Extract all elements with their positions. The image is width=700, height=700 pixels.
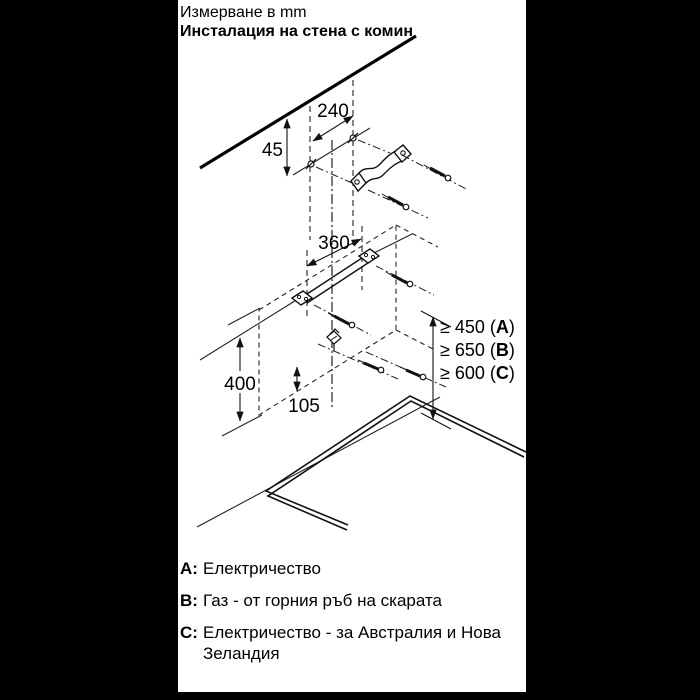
screw-axis-upper-right	[358, 140, 468, 190]
screw-6	[400, 367, 426, 380]
screw-axis-anchor	[318, 344, 398, 379]
manual-page-panel	[178, 0, 526, 692]
legend-item-a	[180, 558, 531, 579]
dim-360	[307, 233, 361, 266]
screw-3	[386, 272, 413, 287]
legend-item-c	[180, 622, 531, 664]
rail-level-line	[200, 299, 298, 360]
screw-5	[358, 360, 384, 373]
dim-360-label: 360	[318, 233, 350, 254]
rail-hole	[297, 295, 300, 298]
rail-hole	[304, 297, 307, 300]
dim-240	[313, 101, 353, 141]
measure-unit-note: Измерване в mm	[180, 4, 307, 21]
dim-105-label: 105	[288, 396, 320, 417]
chimney-bracket	[351, 145, 411, 191]
hood-bottom-ref-line	[222, 415, 262, 436]
dim-400	[224, 338, 256, 421]
wall-lines	[197, 128, 440, 527]
dim-45-label: 45	[261, 140, 283, 161]
page-title: Инсталация на стена с комин	[180, 23, 413, 40]
bracket-hole-lower	[355, 180, 359, 184]
rail-hole	[371, 255, 374, 258]
clearance-c: ≥ 600 (C)	[440, 363, 515, 383]
rail-right-line	[374, 234, 412, 253]
legend-label-c: C:	[180, 623, 198, 642]
hood-top-line	[228, 308, 260, 325]
screw-axis-upper-left	[316, 167, 428, 218]
dim-400-label: 400	[224, 374, 256, 395]
legend-item-b	[180, 590, 531, 611]
clearance-dim	[421, 311, 515, 429]
screw-1	[424, 165, 451, 181]
dim-240-label: 240	[317, 101, 349, 122]
screw-2	[382, 194, 409, 210]
legend-text-c: Електричество - за Австралия и Нова Зеландия	[203, 623, 502, 663]
bracket-hole-upper	[401, 151, 405, 155]
installation-diagram	[178, 0, 526, 692]
hood-bottom-depth-edge	[396, 330, 433, 349]
legend-text-b: Газ - от горния ръб на скарата	[203, 591, 443, 610]
clearance-bottom-tick	[421, 413, 451, 429]
legend-label-a: A:	[180, 559, 198, 578]
screws	[328, 165, 451, 380]
ceiling-line	[200, 36, 416, 168]
mounting-rail	[292, 249, 379, 305]
clearance-b: ≥ 650 (B)	[440, 340, 515, 360]
dim-105	[288, 367, 320, 417]
rail-hole	[364, 253, 367, 256]
wall-anchor	[327, 329, 341, 351]
legend-text-a: Електричество	[203, 559, 321, 578]
legend-label-b: B:	[180, 591, 198, 610]
clearance-a: ≥ 450 (A)	[440, 317, 515, 337]
hood-top-depth-edge	[396, 225, 438, 247]
